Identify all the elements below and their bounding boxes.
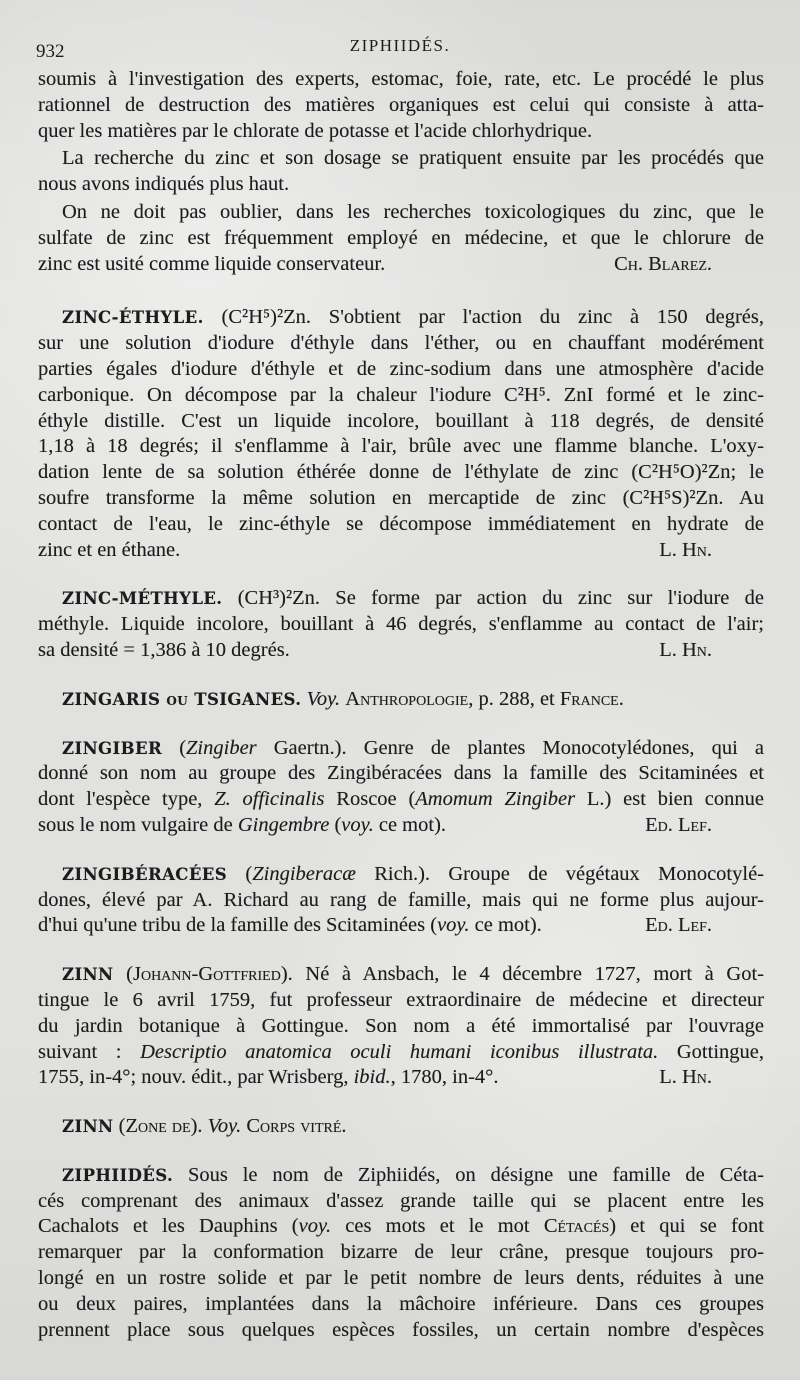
text-segment: longé en un rostre solide et par le petit nombre de leurs dents, réduites à une: [38, 1267, 764, 1290]
text-line: [38, 761, 764, 787]
text-segment: (: [329, 813, 342, 836]
text-segment: remarquer par la conformation bizarre de leur crâne, presque toujours pro-: [38, 1241, 764, 1264]
italic-text: Amomum Zingiber: [415, 788, 576, 811]
line-text: [38, 384, 764, 406]
line-text: [38, 120, 592, 142]
text-line: [38, 1240, 764, 1266]
text-segment: sulfate de zinc est fréquemment employé en médecine, et que le chlorure de: [38, 226, 764, 249]
line-text: [62, 201, 764, 223]
italic-text: Voy.: [207, 1115, 242, 1138]
text-segment: sa densité = 1,386 à 10 degrés.: [38, 638, 290, 661]
line-text: [38, 889, 764, 911]
italic-text: ibid.: [353, 1066, 391, 1089]
text-segment: contact de l'eau, le zinc-éthyle se décompose immédiatement en hydrate de: [38, 512, 764, 535]
paragraph: [38, 67, 764, 144]
text-segment: prennent place sous quelques espèces fossiles, un certain nombre d'espèces: [38, 1318, 764, 1341]
italic-text: voy.: [298, 1215, 332, 1238]
text-segment: soufre transforme la même solution en mercaptide de zinc (C²H⁵S)²Zn. Au: [38, 486, 764, 509]
headword: ZINGIBER: [62, 738, 163, 758]
text-line: [38, 331, 764, 357]
line-text: [38, 513, 764, 535]
text-segment: (: [162, 736, 187, 759]
text-segment: ). Né à Ansbach, le 4 décembre 1727, mort à Got-: [280, 963, 764, 986]
text-segment: (: [113, 963, 133, 986]
line-text: [38, 989, 764, 1011]
text-segment: Sous le nom de Ziphiidés, on désigne une famille de Céta-: [173, 1163, 764, 1186]
text-line: [38, 172, 764, 198]
text-line: [38, 988, 764, 1014]
text-segment: nous avons indiqués plus haut.: [38, 173, 290, 196]
text-segment: Rich.). Groupe de végétaux Monocotylé-: [355, 862, 765, 885]
line-text: [38, 1190, 764, 1212]
italic-text: Z. officinalis: [214, 788, 325, 811]
italic-text: Zingiberacæ: [252, 862, 356, 885]
text-line: [38, 1065, 764, 1091]
author-signature: L. Hn.: [659, 538, 712, 561]
line-text: [38, 487, 764, 509]
line-text: [38, 788, 764, 810]
text-line: [38, 1292, 764, 1318]
text-line: [38, 962, 764, 988]
text-line: [38, 1014, 764, 1040]
text-segment: carbonique. On décompose par la chaleur l'iodure C²H⁵. ZnI formé et le zinc-: [38, 383, 764, 406]
line-text: [62, 688, 624, 710]
text-body: [38, 67, 764, 1343]
text-segment: dont l'espèce type,: [38, 788, 215, 811]
line-text: [38, 1241, 764, 1263]
text-line: [38, 638, 764, 664]
text-segment: zinc et en éthane.: [38, 538, 181, 561]
text-segment: ce mot).: [373, 813, 447, 836]
text-segment: (CH³)²Zn. Se forme par action du zinc sur l'iodure de: [222, 587, 764, 610]
text-line: [38, 1114, 764, 1140]
line-text: [38, 94, 764, 116]
text-segment: dation lente de sa solution éthérée donne de l'éthylate de zinc (C²H⁵O)²Zn; le: [38, 461, 764, 484]
entry-ziphiides: [38, 1163, 764, 1344]
entry-zinc-ethyle: [38, 305, 764, 563]
small-caps-text: Zone de: [125, 1115, 191, 1138]
text-line: [38, 1163, 764, 1189]
text-segment: Roscoe (: [324, 788, 416, 811]
line-text: [38, 762, 764, 784]
author-signature: Ch. Blarez.: [614, 252, 712, 275]
line-text: [38, 538, 180, 564]
text-segment: parties égales d'iodure d'éthyle et de zinc-sodium dans une atmosphère d'acide: [38, 357, 764, 380]
text-line: [38, 538, 764, 564]
text-segment: On ne doit pas oublier, dans les recherches toxicologiques du zinc, que le: [62, 200, 764, 223]
line-text: [38, 1215, 764, 1237]
text-segment: ces mots et le mot: [331, 1215, 544, 1238]
line-text: [38, 638, 290, 664]
paragraph: [38, 200, 764, 277]
line-text: [38, 252, 385, 278]
text-segment: dones, élevé par A. Richard au rang de famille, mais qui ne forme plus aujour-: [38, 888, 764, 911]
headword: ZINGIBÉRACÉES: [62, 864, 228, 884]
text-line: [38, 146, 764, 172]
text-segment: cés comprenant des animaux d'assez grande taille qui se placent entre les: [38, 1189, 764, 1212]
text-segment: (C²H⁵)²Zn. S'obtient par l'action du zinc à 150 degrés,: [203, 306, 764, 329]
line-text: [62, 963, 764, 985]
headword: ZINN: [62, 1117, 114, 1137]
text-segment: Gaertn.). Genre de plantes Monocotylédones, qui a: [256, 736, 764, 759]
text-segment: 1,18 à 18 degrés; il s'enflamme à l'air, brûle avec une flamme blanche. L'oxy-: [38, 435, 764, 458]
text-line: [38, 687, 764, 713]
text-segment: du jardin botanique à Gottingue. Son nom a été immortalisé par l'ouvrage: [38, 1014, 764, 1037]
text-segment: Cachalots et les Dauphins (: [38, 1215, 299, 1238]
line-text: [38, 435, 764, 457]
page-number: 932: [36, 41, 65, 62]
text-segment: quer les matières par le chlorate de potasse et l'acide chlorhydrique.: [38, 119, 593, 142]
headword: ZINC-MÉTHYLE.: [62, 589, 223, 609]
line-text: [62, 863, 764, 885]
text-line: [38, 409, 764, 435]
line-text: [38, 813, 446, 839]
text-segment: rationnel de destruction des matières organiques est celui qui consiste à atta-: [38, 93, 764, 116]
paragraph: [38, 146, 764, 198]
line-text: [38, 913, 542, 939]
line-text: [62, 737, 764, 759]
line-text: [38, 227, 764, 249]
text-line: [38, 486, 764, 512]
line-text: [38, 173, 289, 195]
text-line: [38, 383, 764, 409]
line-text: [38, 461, 764, 483]
line-text: [38, 613, 764, 635]
text-line: [38, 1189, 764, 1215]
text-line: [38, 787, 764, 813]
line-text: [62, 1164, 764, 1186]
entry-zinn: [38, 962, 764, 1091]
entry-zingiberacees: [38, 862, 764, 939]
text-line: [38, 67, 764, 93]
entry-zinn-2: [38, 1114, 764, 1140]
line-text: [38, 332, 764, 354]
text-line: [38, 226, 764, 252]
small-caps-text: Anthropologie: [345, 687, 469, 710]
text-line: [38, 93, 764, 119]
line-text: [38, 410, 764, 432]
small-caps-text: Johann-Gottfried: [132, 963, 281, 986]
text-segment: 1755, in-4°; nouv. édit., par Wrisberg,: [38, 1066, 354, 1089]
text-segment: soumis à l'investigation des experts, estomac, foie, rate, etc. Le procédé le plus: [38, 68, 764, 90]
text-segment: d'hui qu'une tribu de la famille des Scitaminées (: [38, 914, 438, 937]
text-line: [38, 586, 764, 612]
text-segment: .: [618, 687, 624, 710]
headword: ZINGARIS ou TSIGANES.: [62, 689, 302, 709]
small-caps-text: Cétacés: [543, 1215, 610, 1238]
text-segment: sous le nom vulgaire de: [38, 813, 238, 836]
text-line: [38, 1266, 764, 1292]
italic-text: Descriptio anatomica oculi humani iconibus illustrata.: [140, 1040, 659, 1063]
text-line: [38, 357, 764, 383]
text-line: [38, 512, 764, 538]
text-segment: suivant :: [38, 1040, 141, 1063]
text-segment: Gottingue,: [658, 1040, 764, 1063]
line-text: [38, 1041, 764, 1063]
text-line: [38, 1214, 764, 1240]
text-line: [38, 252, 764, 278]
entry-zinc-methyle: [38, 586, 764, 663]
text-segment: ce mot).: [469, 914, 542, 937]
line-text: [62, 1115, 347, 1137]
italic-text: Zingiber: [186, 736, 257, 759]
italic-text: voy.: [437, 914, 470, 937]
line-text: [62, 147, 764, 169]
text-line: [38, 434, 764, 460]
text-line: [38, 813, 764, 839]
text-line: [38, 460, 764, 486]
text-line: [38, 862, 764, 888]
author-signature: Ed. Lef.: [645, 813, 712, 836]
text-segment: .: [341, 1115, 347, 1138]
line-text: [38, 1319, 764, 1341]
text-segment: (: [227, 862, 253, 885]
text-line: [38, 612, 764, 638]
text-line: [38, 200, 764, 226]
text-segment: ).: [190, 1115, 208, 1138]
line-text: [62, 587, 764, 609]
text-segment: ) et qui se font: [609, 1215, 765, 1238]
text-segment: tingue le 6 avril 1759, fut professeur extraordinaire de médecine et directeur: [38, 988, 764, 1011]
text-line: [38, 1040, 764, 1066]
line-text: [38, 68, 764, 90]
line-text: [38, 1065, 498, 1091]
text-segment: , p. 288, et: [468, 687, 560, 710]
headword: ZINN: [62, 965, 114, 985]
text-line: [38, 888, 764, 914]
italic-text: Voy.: [306, 687, 341, 710]
headword: ZIPHIIDÉS.: [62, 1165, 174, 1185]
text-segment: (: [113, 1115, 126, 1138]
author-signature: L. Hn.: [659, 638, 712, 661]
text-line: [38, 913, 764, 939]
entry-zingiber: [38, 736, 764, 839]
small-caps-text: France: [559, 687, 619, 710]
text-segment: zinc est usité comme liquide conservateur.: [38, 252, 386, 275]
text-line: [38, 1318, 764, 1344]
headword: ZINC-ÉTHYLE.: [62, 308, 204, 328]
text-line: [38, 305, 764, 331]
author-signature: Ed. Lef.: [645, 914, 712, 937]
text-line: [38, 736, 764, 762]
line-text: [38, 1293, 764, 1315]
text-segment: donné son nom au groupe des Zingibéracées dans la famille des Scitaminées et: [38, 762, 764, 785]
author-signature: L. Hn.: [659, 1066, 712, 1089]
text-segment: L.) est bien connue: [575, 788, 764, 811]
text-segment: sur une solution d'iodure d'éthyle dans l'éther, ou en chauffant modérément: [38, 332, 764, 355]
line-text: [62, 306, 764, 328]
text-segment: , 1780, in-4°.: [390, 1066, 499, 1089]
small-caps-text: Corps vitré: [246, 1115, 342, 1138]
italic-text: Gingembre: [237, 813, 330, 836]
line-text: [38, 1015, 764, 1037]
line-text: [38, 358, 764, 380]
text-line: [38, 119, 764, 145]
text-segment: ou deux paires, implantées dans la mâchoire inférieure. Dans ces groupes: [38, 1292, 764, 1315]
line-text: [38, 1267, 764, 1289]
italic-text: voy.: [341, 813, 374, 836]
running-title: ZIPHIIDÉS.: [349, 36, 451, 55]
text-segment: méthyle. Liquide incolore, bouillant à 46 degrés, s'enflamme au contact de l'air;: [38, 613, 764, 636]
text-segment: éthyle distille. C'est un liquide incolore, bouillant à 118 degrés, de densité: [38, 409, 764, 432]
text-segment: La recherche du zinc et son dosage se pratiquent ensuite par les procédés que: [62, 147, 764, 170]
entry-zingaris-ou-tsiganes: [38, 687, 764, 713]
